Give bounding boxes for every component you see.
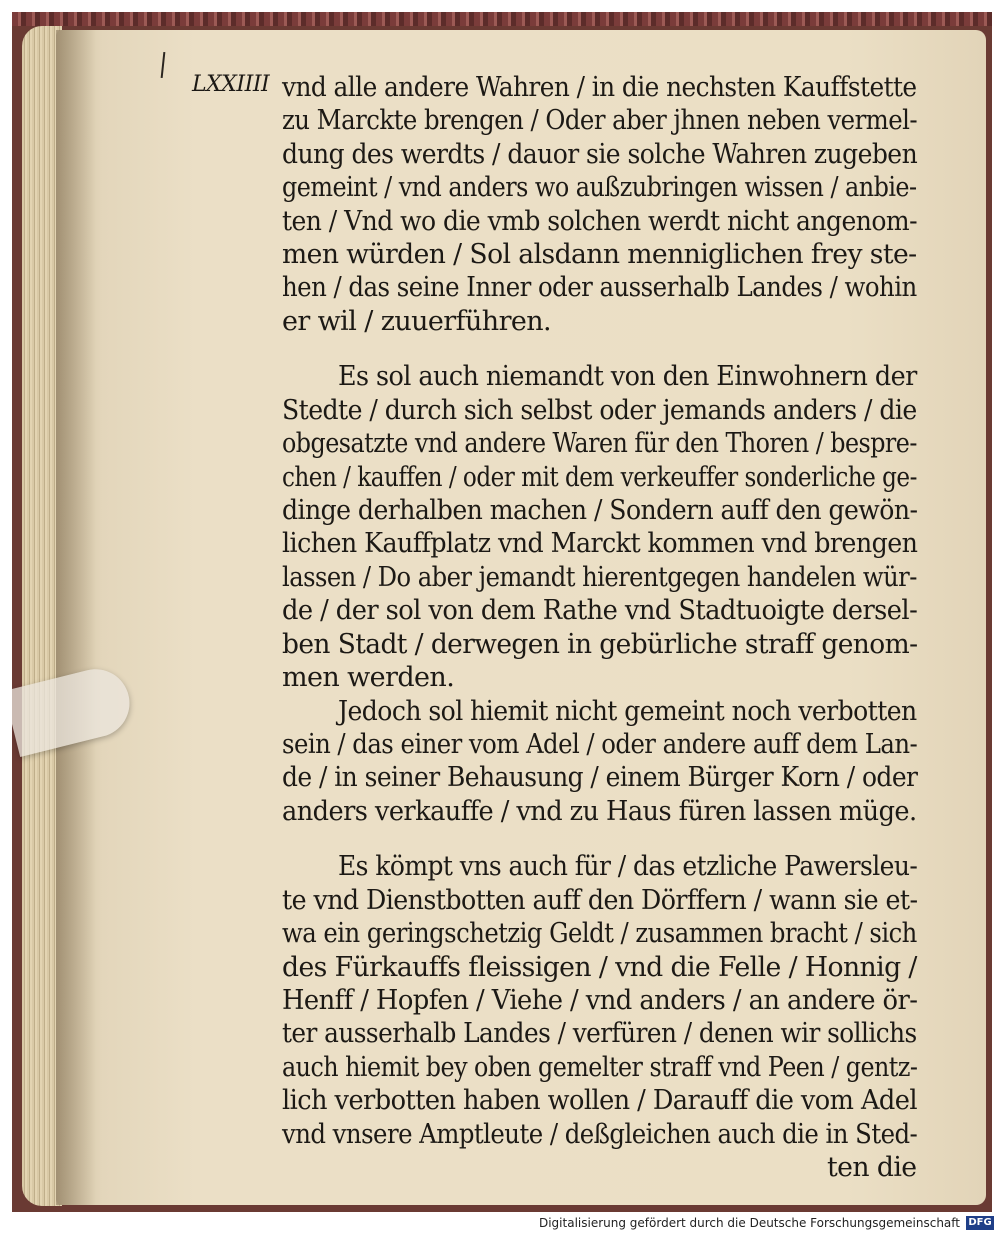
text-line: zu Marckte brengen / Oder aber jhnen neben vermel-	[282, 105, 918, 137]
catchword: ten die	[827, 1152, 917, 1183]
footer-bar	[0, 1213, 1000, 1234]
text-line: auch hiemit bey oben gemelter straff vnd Peen / gentz-	[282, 1051, 918, 1083]
text-line: er wil / zuuerführen.	[282, 305, 552, 337]
text-line: men werden.	[282, 662, 455, 694]
text-line: dinge derhalben machen / Sondern auff den gewön-	[282, 495, 918, 527]
text-line: Stedte / durch sich selbst oder jemands anders / die	[282, 394, 917, 426]
folio-number: LXXIIII	[192, 72, 270, 97]
text-line: dung des werdts / dauor sie solche Wahren zugeben	[282, 138, 918, 170]
text-line: vnd vnsere Amptleute / deßgleichen auch die in Sted-	[282, 1118, 918, 1150]
text-line: de / der sol von dem Rathe vnd Stadtuoigte dersel-	[282, 595, 918, 627]
funding-credit: Digitalisierung gefördert durch die Deutsche Forschungsgemeinschaft	[538, 1216, 960, 1230]
text-line: hen / das seine Inner oder ausserhalb Landes / wohin	[282, 272, 917, 304]
text-line: obgesatzte vnd andere Waren für den Thoren / bespre-	[282, 428, 917, 460]
text-line: des Fürkauffs fleissigen / vnd die Felle / Honnig /	[282, 951, 917, 983]
text-line: Es kömpt vns auch für / das etzliche Pawersleu-	[338, 851, 918, 883]
scanned-book-spread	[12, 12, 992, 1212]
text-line: lich verbotten haben wollen / Darauff die vom Adel	[282, 1085, 917, 1117]
text-line: Jedoch sol hiemit nicht gemeint noch verbotten	[338, 695, 917, 727]
text-line: men würden / Sol alsdann menniglichen frey ste-	[282, 239, 917, 270]
text-line: chen / kauffen / oder mit dem verkeuffer sonderliche ge-	[282, 461, 917, 493]
text-line: Henff / Hopfen / Viehe / vnd anders / an andere ör-	[282, 984, 918, 1016]
text-line: ten / Vnd wo die vmb solchen werdt nicht angenom-	[282, 205, 917, 237]
text-line: lichen Kauffplatz vnd Marckt kommen vnd brengen	[282, 528, 918, 560]
text-line: gemeint / vnd anders wo außzubringen wissen / anbie-	[282, 172, 917, 204]
text-line: vnd alle andere Wahren / in die nechsten Kauffstette	[282, 72, 917, 103]
text-line: lassen / Do aber jemandt hierentgegen handelen wür-	[282, 561, 917, 593]
text-line: ben Stadt / derwegen in gebürliche straff genom-	[282, 628, 918, 660]
text-line: sein / das einer vom Adel / oder andere auff dem Lan-	[282, 728, 918, 760]
text-line: Es sol auch niemandt von den Einwohnern der	[338, 361, 917, 393]
text-line: te vnd Dienstbotten auff den Dörffern / wann sie et-	[282, 884, 918, 916]
page-text	[12, 12, 992, 1212]
dfg-logo: DFG	[966, 1216, 994, 1230]
text-line: wa ein geringschetzig Geldt / zusammen bracht / sich	[282, 918, 917, 950]
text-line: ter ausserhalb Landes / verfüren / denen wir sollichs	[282, 1018, 917, 1050]
text-line: anders verkauffe / vnd zu Haus füren lassen müge.	[282, 795, 917, 827]
text-line: de / in seiner Behausung / einem Bürger Korn / oder	[282, 762, 918, 794]
